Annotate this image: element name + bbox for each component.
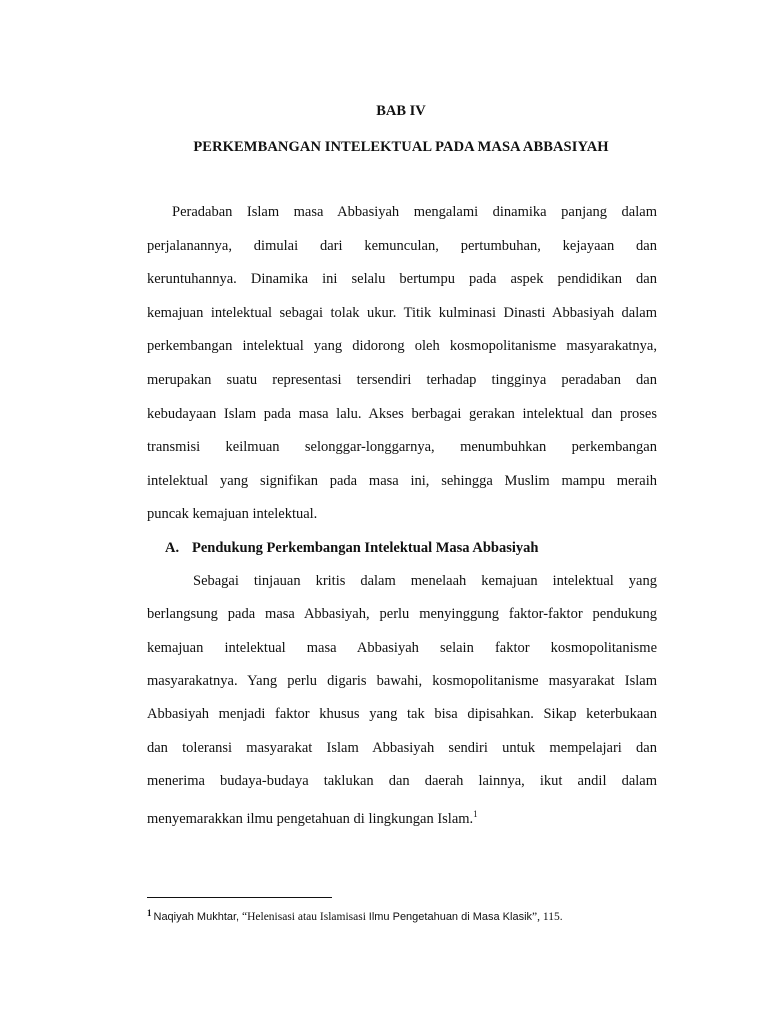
- paragraph-line: merupakan suatu representasi tersendiri terhadap tingginya peradaban dan: [147, 372, 657, 388]
- paragraph-line: perjalanannya, dimulai dari kemunculan, pertumbuhan, kejayaan dan: [147, 237, 657, 254]
- paragraph-line: Abbasiyah menjadi faktor khusus yang tak bisa dipisahkan. Sikap keterbukaan: [147, 706, 657, 723]
- footnote-author: Naqiyah Mukhtar,: [153, 911, 240, 923]
- footnote-number: 1: [147, 908, 152, 918]
- paragraph-line: intelektual yang signifikan pada masa ini, sehingga Muslim mampu meraih: [147, 472, 657, 489]
- paragraph-line-text: menyemarakkan ilmu pengetahuan di lingkungan Islam.: [147, 811, 474, 827]
- footnote-title-part2: Ilmu Pengetahuan di Masa Klasik: [368, 911, 533, 923]
- footnote: [147, 905, 677, 925]
- section-number: A.: [165, 540, 180, 556]
- chapter-label: BAB IV: [376, 103, 426, 119]
- section-heading-a: [165, 539, 538, 557]
- paragraph-line: menerima budaya-budaya taklukan dan daerah lainnya, ikut andil dalam: [147, 772, 657, 789]
- paragraph-line: kemajuan intelektual sebagai tolak ukur. Titik kulminasi Dinasti Abbasiyah dalam: [147, 304, 657, 321]
- section-title: Pendukung Perkembangan Intelektual Masa Abbasiyah: [192, 540, 539, 556]
- footnote-title-part1: “Helenisasi atau Islamisasi: [241, 911, 366, 923]
- paragraph-line: Sebagai tinjauan kritis dalam menelaah kemajuan intelektual yang: [193, 573, 657, 589]
- footnote-reference[interactable]: 1: [473, 809, 478, 819]
- paragraph-line: Peradaban Islam masa Abbasiyah mengalami dinamika panjang dalam: [172, 204, 657, 220]
- chapter-title: PERKEMBANGAN INTELEKTUAL PADA MASA ABBASIYAH: [193, 139, 609, 155]
- paragraph-line-last: [147, 810, 657, 828]
- paragraph-line: dan toleransi masyarakat Islam Abbasiyah sendiri untuk mempelajari dan: [147, 739, 657, 756]
- paragraph-line: keruntuhannya. Dinamika ini selalu bertumpu pada aspek pendidikan dan: [147, 271, 657, 288]
- paragraph-line: masyarakatnya. Yang perlu digaris bawahi, kosmopolitanisme masyarakat Islam: [147, 672, 657, 689]
- footnote-divider: [147, 897, 332, 898]
- paragraph-line: transmisi keilmuan selonggar-longgarnya, menumbuhkan perkembangan: [147, 439, 657, 456]
- footnote-closing: ”, 115.: [532, 911, 563, 923]
- paragraph-line: kebudayaan Islam pada masa lalu. Akses berbagai gerakan intelektual dan proses: [147, 405, 657, 422]
- paragraph-line: kemajuan intelektual masa Abbasiyah selain faktor kosmopolitanisme: [147, 639, 657, 656]
- paragraph-line: berlangsung pada masa Abbasiyah, perlu menyinggung faktor-faktor pendukung: [147, 606, 657, 623]
- paragraph-line: puncak kemajuan intelektual.: [147, 506, 318, 523]
- paragraph-line: perkembangan intelektual yang didorong oleh kosmopolitanisme masyarakatnya,: [147, 338, 657, 355]
